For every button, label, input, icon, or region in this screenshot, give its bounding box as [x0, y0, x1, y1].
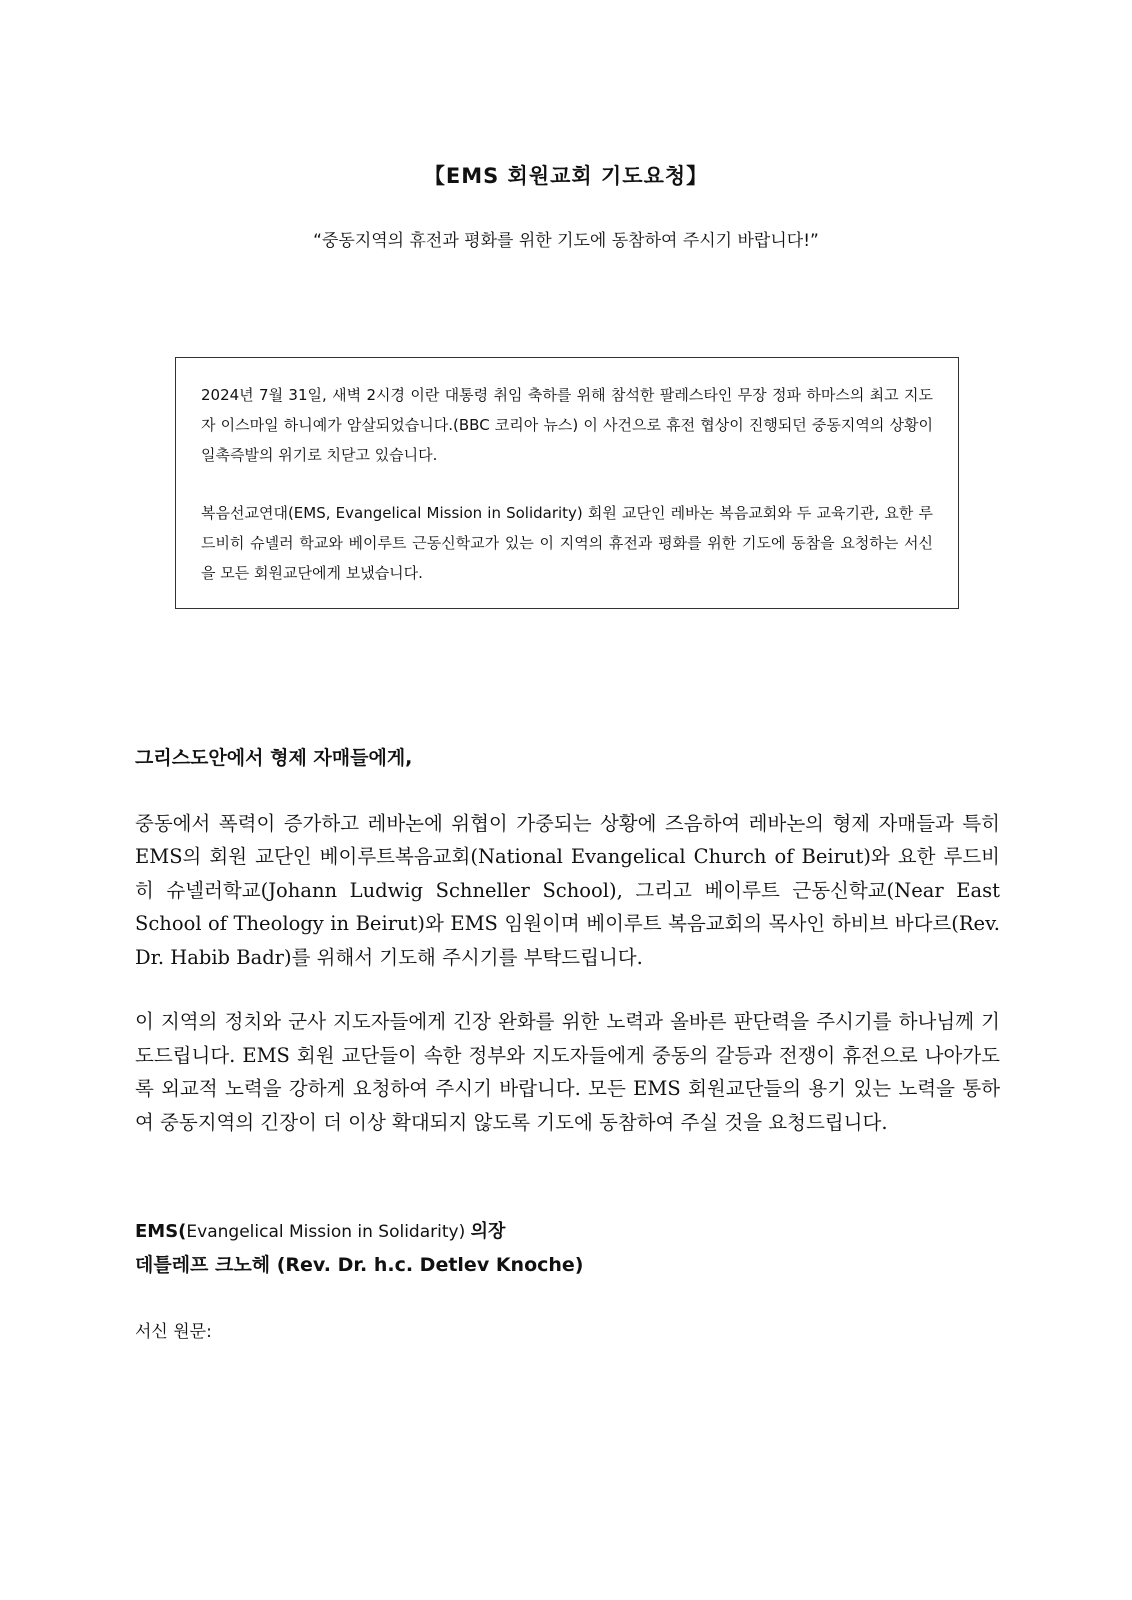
letter-paragraph: 중동에서 폭력이 증가하고 레바논에 위협이 가중되는 상황에 즈음하여 레바논의 형제 자매들과 특히 EMS의 회원 교단인 베이루트복음교회(National Evangelical Church of Beirut)와 요한 루드비히 슈넬러학교(Johann Ludwig Schneller School), 그리고 베이루트 근동신학교(Near East School of Theology in Beirut)와 EMS 임원이며 베이루트 복음교회의 목사인 하비브 바다르(Rev. Dr. Habib Badr)를 위해서 기도해 주시기를 부탁드립니다.: [135, 811, 1000, 969]
document-title: 【EMS 회원교회 기도요청】: [423, 164, 709, 188]
signature-org-full: Evangelical Mission in Solidarity): [186, 1222, 466, 1242]
signature-organization: [135, 1216, 1000, 1248]
letter-body: [135, 742, 1000, 1170]
signature-org-prefix: EMS(: [135, 1221, 187, 1242]
document-subtitle: “중동지역의 휴전과 평화를 위한 기도에 동참하여 주시기 바랍니다!”: [313, 231, 819, 251]
summary-paragraph: 복음선교연대(EMS, Evangelical Mission in Solidarity) 회원 교단인 레바논 복음교회와 두 교육기관, 요한 루드비히 슈넬러 학교와 베이루트 근동신학교가 있는 이 지역의 휴전과 평화를 위한 기도에 동참을 요청하는 서신을 모든 회원교단에게 보냈습니다.: [201, 504, 933, 582]
signature-role: 의장: [470, 1221, 506, 1242]
letter-greeting: 그리스도안에서 형제 자매들에게,: [135, 747, 413, 769]
signature-block: [135, 1216, 1000, 1282]
summary-paragraph: 2024년 7월 31일, 새벽 2시경 이란 대통령 취임 축하를 위해 참석한 팔레스타인 무장 정파 하마스의 최고 지도자 이스마일 하니예가 암살되었습니다.(BBC 코리아 뉴스) 이 사건으로 휴전 협상이 진행되던 중동지역의 상황이 일촉즉발의 위기로 치닫고 있습니다.: [201, 386, 933, 464]
letter-paragraph: 이 지역의 정치와 군사 지도자들에게 긴장 완화를 위한 노력과 올바른 판단력을 주시기를 하나님께 기도드립니다. EMS 회원 교단들이 속한 정부와 지도자들에게 중동의 갈등과 전쟁이 휴전으로 나아가도록 외교적 노력을 강하게 요청하여 주시기 바랍니다. 모든 EMS 회원교단들의 용기 있는 노력을 통하여 중동지역의 긴장이 더 이상 확대되지 않도록 기도에 동참하여 주실 것을 요청드립니다.: [135, 1010, 1000, 1134]
summary-box: [175, 357, 959, 609]
original-letter-label: 서신 원문:: [135, 1322, 212, 1342]
signature-name: 데틀레프 크노헤 (Rev. Dr. h.c. Detlev Knoche): [135, 1254, 584, 1276]
